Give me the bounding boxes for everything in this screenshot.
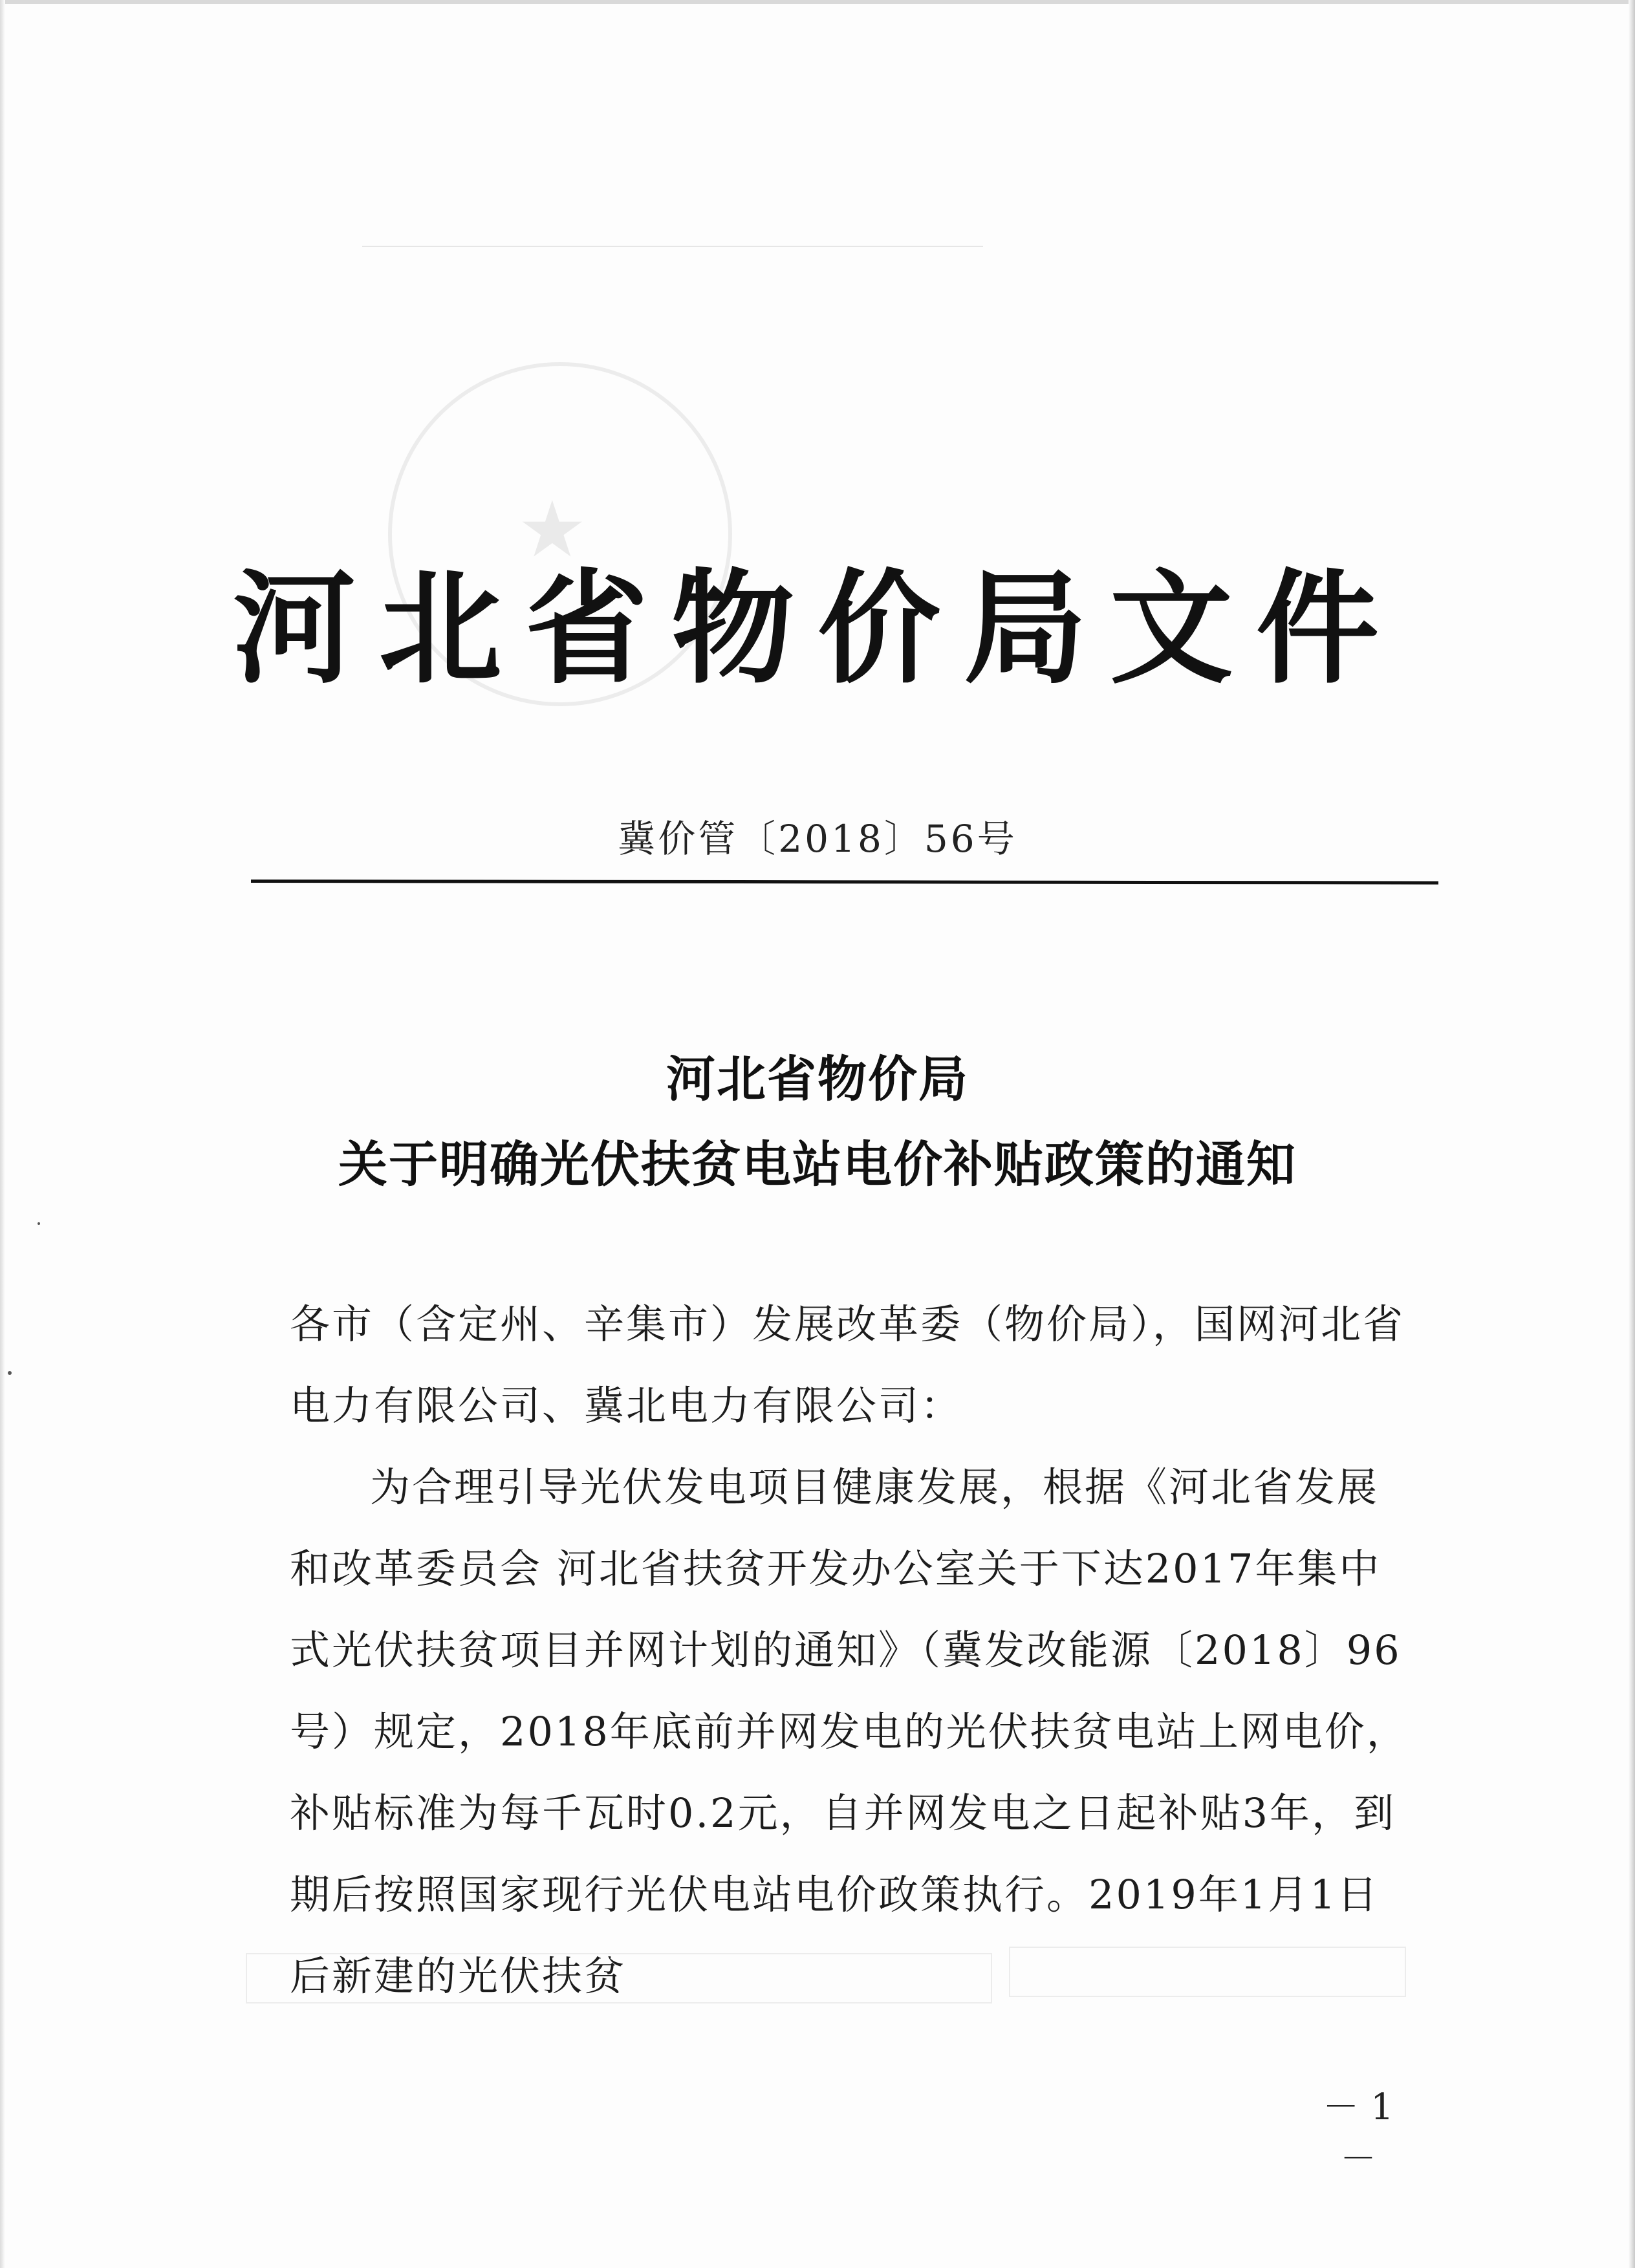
document-number: 冀价管〔2018〕56号 [618, 817, 1017, 861]
scan-speck [8, 1371, 12, 1375]
notice-title-issuer: 河北省物价局 [666, 1050, 969, 1108]
salutation: 各市（含定州、辛集市）发展改革委（物价局），国网河北省电力有限公司、冀北电力有限公司： [290, 1301, 1405, 1429]
page-number: － 1 － [1323, 2086, 1394, 2180]
faded-seal-star-icon: ★ [517, 485, 587, 575]
show-through-line [362, 246, 983, 247]
scan-speck [38, 1222, 40, 1225]
scan-edge-top [0, 0, 1635, 4]
body-paragraph: 为合理引导光伏发电项目健康发展，根据《河北省发展和改革委员会 河北省扶贫开发办公室关于下达2017年集中式光伏扶贫项目并网计划的通知》（冀发改能源〔2018〕96号）规定，2018年底前并网发电的光伏扶贫电站上网电价，补贴标准为每千瓦时0.2元，自并网发电之日起补贴3年，到期后按照国家现行光伏电站电价政策执行。2019年1月1日后新建的光伏扶贫 [290, 1463, 1409, 2000]
notice-title-subject: 关于明确光伏扶贫电站电价补贴政策的通知 [338, 1136, 1297, 1193]
issuing-authority-header: 河北省物价局文件 [232, 557, 1402, 700]
header-divider [251, 880, 1438, 885]
